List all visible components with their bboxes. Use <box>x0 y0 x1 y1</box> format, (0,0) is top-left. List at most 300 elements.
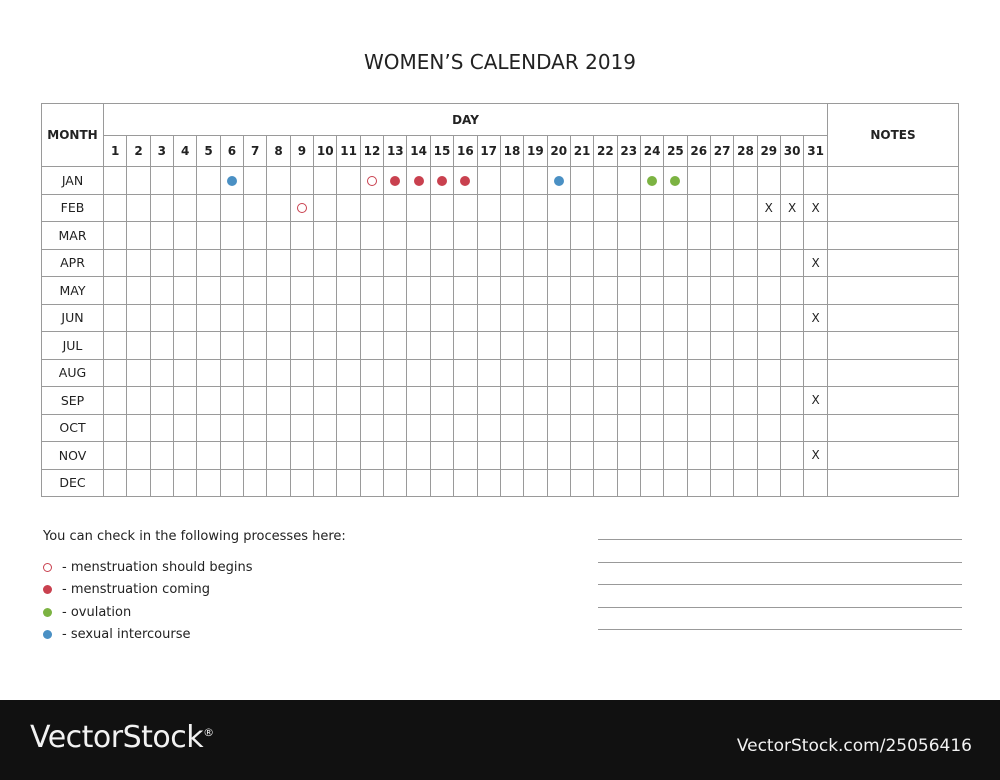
day-cell[interactable] <box>757 359 780 387</box>
day-cell[interactable] <box>384 442 407 470</box>
day-cell[interactable] <box>664 222 687 250</box>
day-cell[interactable] <box>477 249 500 277</box>
day-cell[interactable] <box>594 304 617 332</box>
day-cell[interactable] <box>197 442 220 470</box>
day-cell[interactable] <box>104 442 127 470</box>
day-cell[interactable] <box>290 414 313 442</box>
day-cell[interactable] <box>267 304 290 332</box>
day-cell[interactable] <box>757 249 780 277</box>
day-cell[interactable] <box>150 277 173 305</box>
day-cell[interactable] <box>337 442 360 470</box>
day-cell[interactable] <box>547 442 570 470</box>
day-cell[interactable] <box>710 332 733 360</box>
day-cell[interactable] <box>384 167 407 195</box>
day-cell[interactable] <box>804 469 828 497</box>
day-cell[interactable] <box>454 304 477 332</box>
day-cell[interactable] <box>664 469 687 497</box>
notes-cell[interactable] <box>828 304 959 332</box>
day-cell[interactable] <box>244 167 267 195</box>
day-cell[interactable] <box>174 277 197 305</box>
day-cell[interactable] <box>407 387 430 415</box>
day-cell[interactable] <box>710 277 733 305</box>
day-cell[interactable] <box>524 249 547 277</box>
day-cell[interactable] <box>804 414 828 442</box>
notes-cell[interactable] <box>828 414 959 442</box>
day-cell[interactable] <box>430 194 453 222</box>
day-cell[interactable] <box>197 222 220 250</box>
day-cell[interactable] <box>710 359 733 387</box>
day-cell[interactable] <box>314 304 337 332</box>
day-cell[interactable] <box>570 469 593 497</box>
day-cell[interactable] <box>384 194 407 222</box>
day-cell[interactable] <box>617 414 640 442</box>
day-cell[interactable] <box>570 249 593 277</box>
day-cell[interactable] <box>290 387 313 415</box>
day-cell[interactable] <box>547 277 570 305</box>
day-cell[interactable] <box>267 442 290 470</box>
day-cell[interactable] <box>360 414 383 442</box>
day-cell[interactable] <box>687 222 710 250</box>
notes-cell[interactable] <box>828 332 959 360</box>
day-cell[interactable] <box>640 194 663 222</box>
day-cell[interactable] <box>360 222 383 250</box>
day-cell[interactable] <box>360 469 383 497</box>
day-cell[interactable] <box>757 414 780 442</box>
day-cell[interactable] <box>500 249 523 277</box>
day-cell[interactable] <box>524 222 547 250</box>
day-cell[interactable] <box>220 442 243 470</box>
day-cell[interactable] <box>570 332 593 360</box>
day-cell[interactable] <box>804 442 828 470</box>
day-cell[interactable] <box>290 194 313 222</box>
day-cell[interactable] <box>454 277 477 305</box>
day-cell[interactable] <box>430 387 453 415</box>
day-cell[interactable] <box>454 387 477 415</box>
day-cell[interactable] <box>104 167 127 195</box>
day-cell[interactable] <box>150 332 173 360</box>
day-cell[interactable] <box>314 167 337 195</box>
day-cell[interactable] <box>804 387 828 415</box>
day-cell[interactable] <box>780 387 803 415</box>
day-cell[interactable] <box>267 167 290 195</box>
day-cell[interactable] <box>360 359 383 387</box>
day-cell[interactable] <box>314 359 337 387</box>
day-cell[interactable] <box>640 414 663 442</box>
day-cell[interactable] <box>547 194 570 222</box>
day-cell[interactable] <box>104 222 127 250</box>
day-cell[interactable] <box>757 194 780 222</box>
day-cell[interactable] <box>150 194 173 222</box>
day-cell[interactable] <box>104 194 127 222</box>
day-cell[interactable] <box>384 222 407 250</box>
day-cell[interactable] <box>757 387 780 415</box>
note-line[interactable] <box>598 539 962 540</box>
day-cell[interactable] <box>804 167 828 195</box>
day-cell[interactable] <box>664 387 687 415</box>
day-cell[interactable] <box>104 414 127 442</box>
day-cell[interactable] <box>337 249 360 277</box>
note-line[interactable] <box>598 607 962 608</box>
day-cell[interactable] <box>454 222 477 250</box>
day-cell[interactable] <box>267 194 290 222</box>
day-cell[interactable] <box>757 167 780 195</box>
day-cell[interactable] <box>710 222 733 250</box>
day-cell[interactable] <box>687 332 710 360</box>
day-cell[interactable] <box>244 387 267 415</box>
day-cell[interactable] <box>174 359 197 387</box>
day-cell[interactable] <box>734 249 757 277</box>
day-cell[interactable] <box>174 414 197 442</box>
day-cell[interactable] <box>454 332 477 360</box>
day-cell[interactable] <box>500 222 523 250</box>
day-cell[interactable] <box>174 194 197 222</box>
day-cell[interactable] <box>407 469 430 497</box>
day-cell[interactable] <box>500 387 523 415</box>
day-cell[interactable] <box>127 442 150 470</box>
day-cell[interactable] <box>570 277 593 305</box>
day-cell[interactable] <box>337 277 360 305</box>
day-cell[interactable] <box>314 249 337 277</box>
day-cell[interactable] <box>734 414 757 442</box>
notes-cell[interactable] <box>828 359 959 387</box>
day-cell[interactable] <box>617 304 640 332</box>
day-cell[interactable] <box>290 167 313 195</box>
day-cell[interactable] <box>757 442 780 470</box>
day-cell[interactable] <box>127 167 150 195</box>
day-cell[interactable] <box>710 167 733 195</box>
day-cell[interactable] <box>104 469 127 497</box>
day-cell[interactable] <box>547 414 570 442</box>
day-cell[interactable] <box>454 167 477 195</box>
day-cell[interactable] <box>524 469 547 497</box>
day-cell[interactable] <box>687 469 710 497</box>
day-cell[interactable] <box>617 469 640 497</box>
day-cell[interactable] <box>570 359 593 387</box>
note-line[interactable] <box>598 584 962 585</box>
day-cell[interactable] <box>710 249 733 277</box>
day-cell[interactable] <box>290 359 313 387</box>
day-cell[interactable] <box>734 469 757 497</box>
day-cell[interactable] <box>734 167 757 195</box>
day-cell[interactable] <box>267 387 290 415</box>
day-cell[interactable] <box>104 387 127 415</box>
day-cell[interactable] <box>570 222 593 250</box>
day-cell[interactable] <box>360 304 383 332</box>
day-cell[interactable] <box>687 387 710 415</box>
day-cell[interactable] <box>220 387 243 415</box>
day-cell[interactable] <box>500 414 523 442</box>
day-cell[interactable] <box>570 167 593 195</box>
day-cell[interactable] <box>594 387 617 415</box>
day-cell[interactable] <box>104 359 127 387</box>
day-cell[interactable] <box>104 332 127 360</box>
day-cell[interactable] <box>594 277 617 305</box>
day-cell[interactable] <box>710 304 733 332</box>
day-cell[interactable] <box>594 167 617 195</box>
notes-cell[interactable] <box>828 194 959 222</box>
day-cell[interactable] <box>197 469 220 497</box>
day-cell[interactable] <box>664 194 687 222</box>
day-cell[interactable] <box>197 332 220 360</box>
day-cell[interactable] <box>710 442 733 470</box>
day-cell[interactable] <box>407 359 430 387</box>
day-cell[interactable] <box>290 442 313 470</box>
day-cell[interactable] <box>384 359 407 387</box>
day-cell[interactable] <box>267 414 290 442</box>
day-cell[interactable] <box>780 222 803 250</box>
day-cell[interactable] <box>734 304 757 332</box>
day-cell[interactable] <box>127 469 150 497</box>
day-cell[interactable] <box>174 387 197 415</box>
day-cell[interactable] <box>547 249 570 277</box>
day-cell[interactable] <box>384 332 407 360</box>
day-cell[interactable] <box>174 442 197 470</box>
day-cell[interactable] <box>244 359 267 387</box>
day-cell[interactable] <box>570 414 593 442</box>
day-cell[interactable] <box>244 304 267 332</box>
day-cell[interactable] <box>570 442 593 470</box>
day-cell[interactable] <box>244 277 267 305</box>
day-cell[interactable] <box>104 249 127 277</box>
day-cell[interactable] <box>804 194 828 222</box>
day-cell[interactable] <box>617 277 640 305</box>
day-cell[interactable] <box>687 249 710 277</box>
day-cell[interactable] <box>500 194 523 222</box>
day-cell[interactable] <box>384 414 407 442</box>
day-cell[interactable] <box>267 249 290 277</box>
day-cell[interactable] <box>570 387 593 415</box>
day-cell[interactable] <box>500 304 523 332</box>
day-cell[interactable] <box>127 332 150 360</box>
day-cell[interactable] <box>710 469 733 497</box>
day-cell[interactable] <box>804 304 828 332</box>
day-cell[interactable] <box>430 222 453 250</box>
day-cell[interactable] <box>780 332 803 360</box>
day-cell[interactable] <box>337 332 360 360</box>
day-cell[interactable] <box>150 359 173 387</box>
day-cell[interactable] <box>407 194 430 222</box>
day-cell[interactable] <box>220 194 243 222</box>
day-cell[interactable] <box>337 359 360 387</box>
day-cell[interactable] <box>594 414 617 442</box>
day-cell[interactable] <box>267 359 290 387</box>
day-cell[interactable] <box>290 277 313 305</box>
day-cell[interactable] <box>804 249 828 277</box>
day-cell[interactable] <box>640 277 663 305</box>
day-cell[interactable] <box>687 167 710 195</box>
day-cell[interactable] <box>430 442 453 470</box>
day-cell[interactable] <box>640 249 663 277</box>
day-cell[interactable] <box>314 332 337 360</box>
day-cell[interactable] <box>220 249 243 277</box>
day-cell[interactable] <box>524 167 547 195</box>
day-cell[interactable] <box>477 332 500 360</box>
day-cell[interactable] <box>220 359 243 387</box>
day-cell[interactable] <box>780 194 803 222</box>
day-cell[interactable] <box>127 304 150 332</box>
day-cell[interactable] <box>477 359 500 387</box>
day-cell[interactable] <box>174 167 197 195</box>
day-cell[interactable] <box>454 469 477 497</box>
day-cell[interactable] <box>617 387 640 415</box>
day-cell[interactable] <box>220 304 243 332</box>
day-cell[interactable] <box>150 304 173 332</box>
day-cell[interactable] <box>500 167 523 195</box>
day-cell[interactable] <box>594 194 617 222</box>
day-cell[interactable] <box>267 277 290 305</box>
day-cell[interactable] <box>524 414 547 442</box>
day-cell[interactable] <box>664 277 687 305</box>
day-cell[interactable] <box>640 469 663 497</box>
day-cell[interactable] <box>734 387 757 415</box>
day-cell[interactable] <box>594 469 617 497</box>
day-cell[interactable] <box>780 469 803 497</box>
day-cell[interactable] <box>477 414 500 442</box>
day-cell[interactable] <box>430 249 453 277</box>
day-cell[interactable] <box>197 277 220 305</box>
day-cell[interactable] <box>360 442 383 470</box>
day-cell[interactable] <box>360 194 383 222</box>
day-cell[interactable] <box>524 277 547 305</box>
day-cell[interactable] <box>687 304 710 332</box>
day-cell[interactable] <box>710 414 733 442</box>
day-cell[interactable] <box>267 469 290 497</box>
day-cell[interactable] <box>570 194 593 222</box>
day-cell[interactable] <box>477 387 500 415</box>
day-cell[interactable] <box>290 249 313 277</box>
day-cell[interactable] <box>174 304 197 332</box>
day-cell[interactable] <box>337 414 360 442</box>
day-cell[interactable] <box>430 332 453 360</box>
day-cell[interactable] <box>337 304 360 332</box>
day-cell[interactable] <box>384 387 407 415</box>
day-cell[interactable] <box>384 249 407 277</box>
day-cell[interactable] <box>477 469 500 497</box>
day-cell[interactable] <box>244 332 267 360</box>
day-cell[interactable] <box>734 442 757 470</box>
day-cell[interactable] <box>500 442 523 470</box>
notes-cell[interactable] <box>828 277 959 305</box>
day-cell[interactable] <box>244 469 267 497</box>
day-cell[interactable] <box>150 469 173 497</box>
day-cell[interactable] <box>570 304 593 332</box>
day-cell[interactable] <box>314 469 337 497</box>
day-cell[interactable] <box>220 332 243 360</box>
day-cell[interactable] <box>687 194 710 222</box>
day-cell[interactable] <box>804 277 828 305</box>
day-cell[interactable] <box>780 442 803 470</box>
day-cell[interactable] <box>804 359 828 387</box>
day-cell[interactable] <box>197 304 220 332</box>
day-cell[interactable] <box>640 167 663 195</box>
day-cell[interactable] <box>360 332 383 360</box>
day-cell[interactable] <box>197 249 220 277</box>
day-cell[interactable] <box>127 194 150 222</box>
day-cell[interactable] <box>197 194 220 222</box>
day-cell[interactable] <box>314 194 337 222</box>
day-cell[interactable] <box>477 277 500 305</box>
day-cell[interactable] <box>290 469 313 497</box>
day-cell[interactable] <box>314 277 337 305</box>
day-cell[interactable] <box>594 222 617 250</box>
day-cell[interactable] <box>500 359 523 387</box>
day-cell[interactable] <box>430 277 453 305</box>
day-cell[interactable] <box>430 469 453 497</box>
day-cell[interactable] <box>407 277 430 305</box>
day-cell[interactable] <box>220 277 243 305</box>
day-cell[interactable] <box>780 167 803 195</box>
day-cell[interactable] <box>430 414 453 442</box>
day-cell[interactable] <box>804 222 828 250</box>
day-cell[interactable] <box>314 387 337 415</box>
day-cell[interactable] <box>477 167 500 195</box>
day-cell[interactable] <box>477 222 500 250</box>
day-cell[interactable] <box>220 222 243 250</box>
notes-cell[interactable] <box>828 167 959 195</box>
day-cell[interactable] <box>430 167 453 195</box>
day-cell[interactable] <box>780 359 803 387</box>
day-cell[interactable] <box>337 222 360 250</box>
day-cell[interactable] <box>454 442 477 470</box>
day-cell[interactable] <box>780 249 803 277</box>
day-cell[interactable] <box>547 469 570 497</box>
day-cell[interactable] <box>617 332 640 360</box>
notes-cell[interactable] <box>828 442 959 470</box>
day-cell[interactable] <box>407 332 430 360</box>
day-cell[interactable] <box>640 304 663 332</box>
day-cell[interactable] <box>524 442 547 470</box>
day-cell[interactable] <box>757 469 780 497</box>
day-cell[interactable] <box>477 304 500 332</box>
day-cell[interactable] <box>757 222 780 250</box>
day-cell[interactable] <box>734 359 757 387</box>
day-cell[interactable] <box>524 387 547 415</box>
day-cell[interactable] <box>640 387 663 415</box>
day-cell[interactable] <box>664 249 687 277</box>
day-cell[interactable] <box>174 469 197 497</box>
day-cell[interactable] <box>547 359 570 387</box>
day-cell[interactable] <box>547 167 570 195</box>
day-cell[interactable] <box>430 359 453 387</box>
day-cell[interactable] <box>640 222 663 250</box>
day-cell[interactable] <box>710 194 733 222</box>
day-cell[interactable] <box>407 222 430 250</box>
day-cell[interactable] <box>174 222 197 250</box>
day-cell[interactable] <box>197 167 220 195</box>
day-cell[interactable] <box>407 249 430 277</box>
day-cell[interactable] <box>244 414 267 442</box>
day-cell[interactable] <box>477 442 500 470</box>
day-cell[interactable] <box>337 167 360 195</box>
day-cell[interactable] <box>244 442 267 470</box>
day-cell[interactable] <box>384 304 407 332</box>
day-cell[interactable] <box>104 277 127 305</box>
day-cell[interactable] <box>640 359 663 387</box>
day-cell[interactable] <box>150 167 173 195</box>
day-cell[interactable] <box>617 167 640 195</box>
day-cell[interactable] <box>267 222 290 250</box>
day-cell[interactable] <box>290 332 313 360</box>
day-cell[interactable] <box>524 304 547 332</box>
day-cell[interactable] <box>547 304 570 332</box>
day-cell[interactable] <box>664 332 687 360</box>
day-cell[interactable] <box>687 359 710 387</box>
day-cell[interactable] <box>244 249 267 277</box>
day-cell[interactable] <box>524 194 547 222</box>
day-cell[interactable] <box>710 387 733 415</box>
day-cell[interactable] <box>734 222 757 250</box>
day-cell[interactable] <box>780 277 803 305</box>
